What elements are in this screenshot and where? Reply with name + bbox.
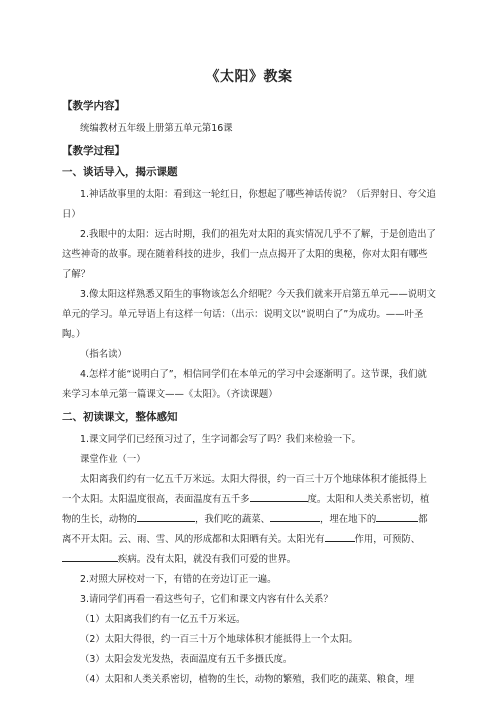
hw-text-1: 太阳离我们约有一亿五千万米远。太阳大得很，约一百三十万个地球体积才能抵得上一个太阳。太阳温度很高，表面温度有五千多 — [62, 474, 427, 505]
hw-text-5: 都离不开太阳。云、雨、雪、风的形成都和太阳晒有关。太阳光有 — [62, 514, 428, 545]
hw-text-6: 作用，可预防、 — [354, 534, 421, 545]
paragraph-3-note: （指名读） — [80, 349, 127, 360]
hw-text-7: 疾病。没有太阳，就没有我们可爱的世界。 — [118, 554, 297, 565]
hw-text-4: ，埋在地下的 — [320, 514, 377, 525]
document-title: 《太阳》教案 — [205, 69, 293, 85]
paragraph-3: 3.像太阳这样熟悉又陌生的事物该怎么介绍呢？今天我们就来开启第五单元——说明文单元的学习。单元导语上有这样一句话：（出示：说明文以“说明白了”为成功。——叶圣陶。） — [62, 289, 436, 340]
content-heading: 【教学内容】 — [62, 100, 125, 112]
fill-blank[interactable] — [325, 531, 355, 542]
section2-heading: 二、初读课文，整体感知 — [62, 411, 178, 423]
paragraph-2: 2.我眼中的太阳：远古时期，我们的祖先对太阳的真实情况几乎不了解，于是创造出了这些神奇的故事。现在随着科技的进步，我们一点点揭开了太阳的奥秘，你对太阳有哪些了解？ — [62, 229, 436, 280]
list-item: （2）太阳大得很，约一百三十万个地球体积才能抵得上一个太阳。 — [80, 634, 358, 645]
paragraph-4: 4.怎样才能“说明白了”，相信同学们在本单元的学习中会逐渐明了。这节课，我们就来学习本单元第一篇课文——《太阳》。（齐读课题） — [62, 369, 427, 400]
fill-blank[interactable] — [250, 491, 308, 502]
list-item: （1）太阳离我们约有一亿五千万米远。 — [80, 614, 246, 625]
homework-label: 课堂作业（一） — [80, 454, 146, 465]
section1-heading: 一、谈话导入，揭示课题 — [62, 166, 178, 178]
homework-passage — [62, 470, 436, 570]
hw-text-3: ，我们吃的蔬菜、 — [195, 514, 271, 525]
fill-blank[interactable] — [62, 551, 118, 562]
process-heading: 【教学过程】 — [62, 145, 125, 157]
fill-blank[interactable] — [270, 511, 320, 522]
list-item: （3）太阳会发光发热，表面温度有五千多摄氏度。 — [80, 654, 293, 665]
paragraph-7: 3.请同学们再看一看这些句子，它们和课文内容有什么关系？ — [80, 594, 333, 605]
paragraph-1: 1.神话故事里的太阳：看到这一轮红日，你想起了哪些神话传说？（后羿射日、夸父追日） — [62, 189, 436, 220]
hw-text-2: 度。太阳和人类关系密切，植物的生长，动物的 — [62, 494, 430, 525]
paragraph-6: 2.对照大屏校对一下，有错的在旁边订正一遍。 — [80, 574, 277, 585]
list-item: （4）太阳和人类关系密切，植物的生长，动物的繁殖，我们吃的蔬菜、粮食，埋 — [80, 674, 415, 685]
content-text: 统编教材五年级上册第五单元第16课 — [80, 123, 233, 134]
paragraph-5: 1.课文同学们已经预习过了，生字词都会写了吗？我们来检验一下。 — [80, 434, 361, 445]
fill-blank[interactable] — [137, 511, 195, 522]
fill-blank[interactable] — [376, 511, 418, 522]
